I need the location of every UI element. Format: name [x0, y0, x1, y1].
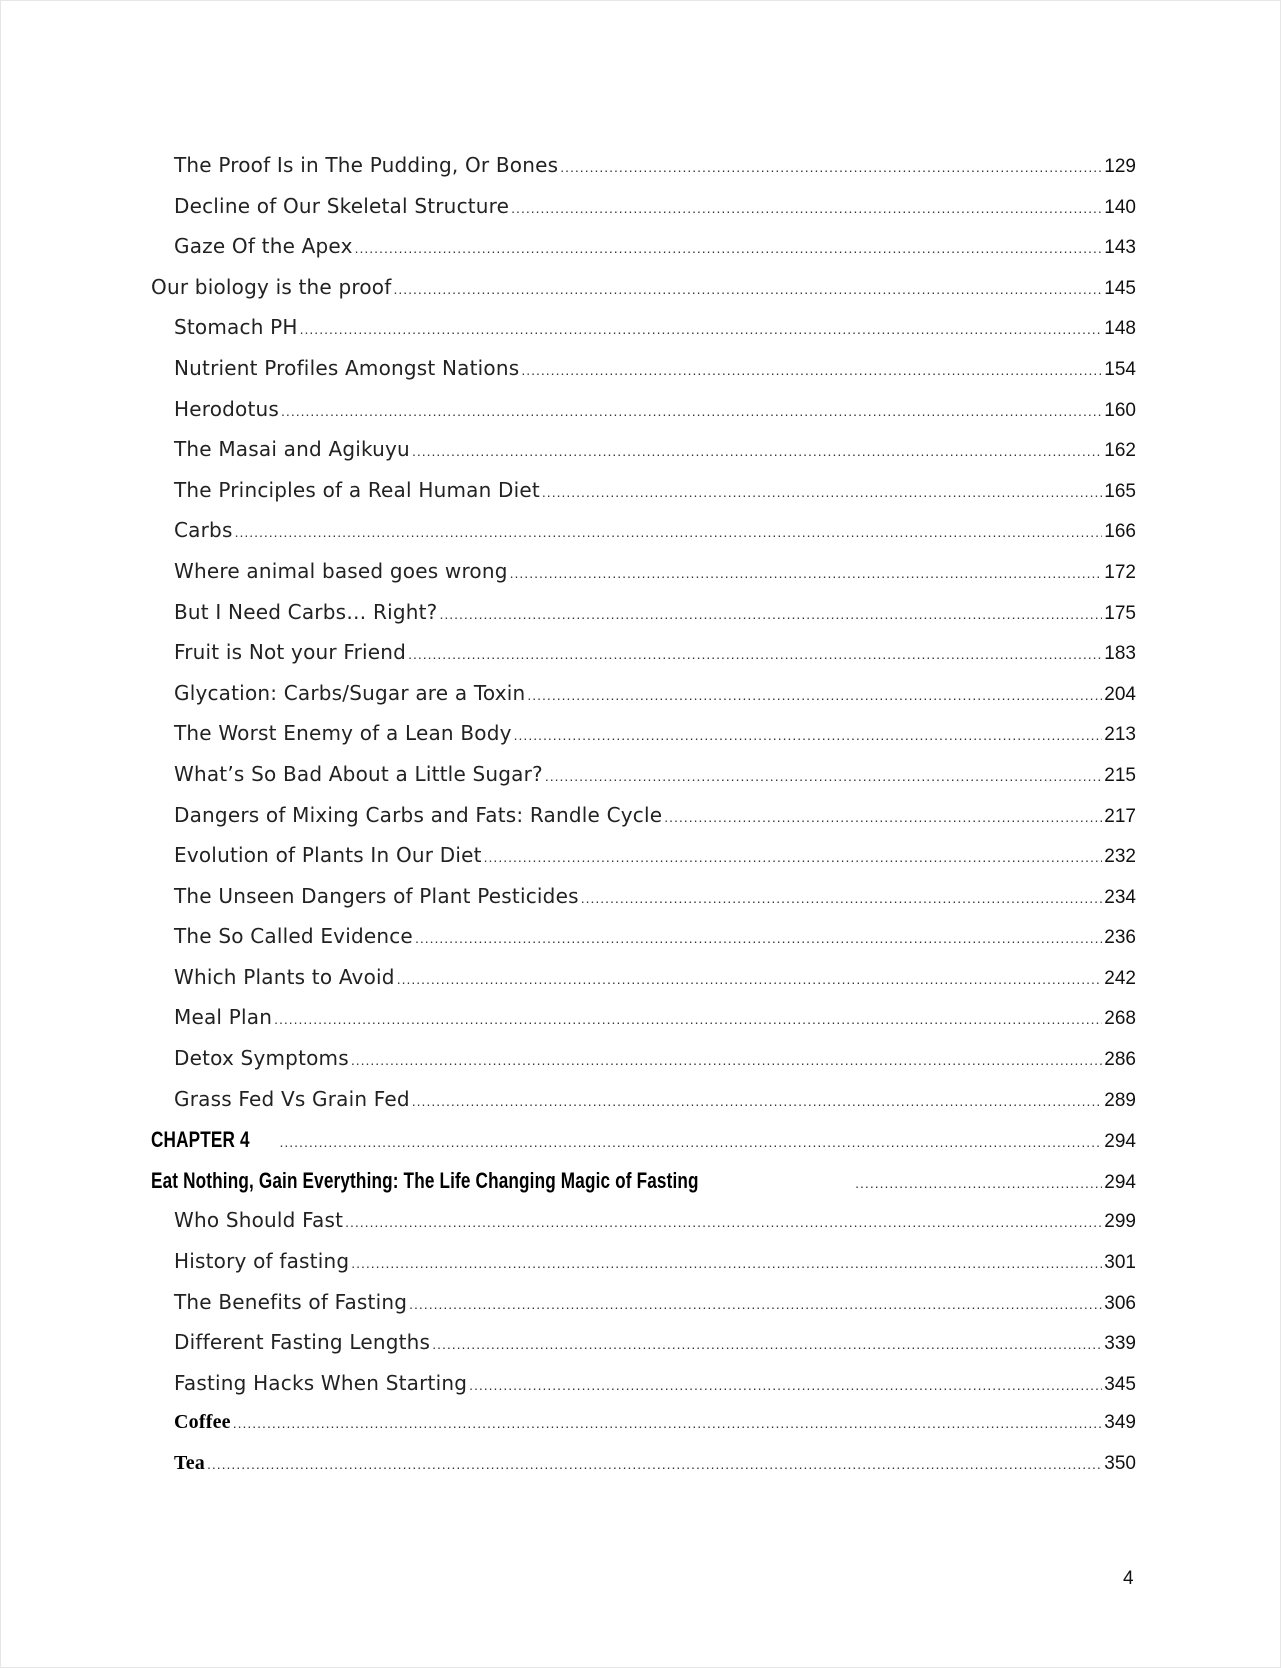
toc-entry-title: Tea — [174, 1452, 205, 1474]
toc-entry-title: Different Fasting Lengths — [174, 1330, 431, 1355]
toc-entry[interactable] — [151, 681, 1136, 722]
toc-entry[interactable] — [151, 397, 1136, 438]
dot-leader — [280, 1134, 1103, 1150]
toc-entry[interactable] — [151, 194, 1136, 235]
dot-leader — [355, 240, 1103, 256]
toc-entry-title: Detox Symptoms — [174, 1046, 349, 1071]
toc-entry-page: 183 — [1104, 643, 1136, 665]
toc-entry[interactable] — [151, 1330, 1136, 1371]
toc-entry-title: Evolution of Plants In Our Diet — [174, 843, 482, 868]
toc-entry-page: 294 — [1104, 1171, 1136, 1193]
toc-entry-title: Nutrient Profiles Amongst Nations — [174, 355, 520, 380]
dot-leader — [664, 809, 1102, 825]
toc-entry[interactable] — [151, 1168, 1136, 1209]
dot-leader — [581, 890, 1103, 906]
toc-entry[interactable] — [151, 1452, 1136, 1493]
table-of-contents — [151, 153, 1136, 1493]
toc-entry-page: 204 — [1104, 683, 1136, 705]
dot-leader — [207, 1456, 1102, 1472]
dot-leader — [351, 1052, 1102, 1068]
toc-entry[interactable] — [151, 1046, 1136, 1087]
toc-entry-title: But I Need Carbs… Right? — [174, 599, 438, 624]
toc-entry[interactable] — [151, 721, 1136, 762]
toc-entry-page: 148 — [1104, 318, 1136, 340]
dot-leader — [545, 768, 1102, 784]
toc-entry-page: 345 — [1104, 1373, 1136, 1395]
toc-entry-title: Coffee — [174, 1411, 231, 1434]
toc-entry-page: 162 — [1104, 440, 1136, 462]
toc-entry-title: Decline of Our Skeletal Structure — [174, 193, 510, 218]
toc-entry[interactable] — [151, 518, 1136, 559]
toc-entry-title: Gaze Of the Apex — [174, 234, 353, 259]
toc-entry-page: 217 — [1104, 805, 1136, 827]
toc-entry-page: 242 — [1104, 967, 1136, 989]
toc-entry-page: 232 — [1104, 846, 1136, 868]
toc-entry-title: Eat Nothing, Gain Everything: The Life Changing Magic of Fasting — [151, 1167, 699, 1193]
dot-leader — [412, 443, 1102, 459]
dot-leader — [542, 484, 1102, 500]
toc-entry-title: Carbs — [174, 518, 233, 543]
toc-entry-title: The Masai and Agikuyu — [174, 437, 410, 462]
toc-entry-title: The Worst Enemy of a Lean Body — [174, 721, 512, 746]
toc-entry-page: 172 — [1104, 561, 1136, 583]
toc-entry-page: 166 — [1104, 521, 1136, 543]
toc-entry[interactable] — [151, 1290, 1136, 1331]
toc-entry[interactable] — [151, 1005, 1136, 1046]
toc-entry-title: Herodotus — [174, 396, 280, 421]
toc-entry-title: Grass Fed Vs Grain Fed — [174, 1086, 410, 1111]
toc-entry-title: Stomach PH — [174, 315, 298, 340]
toc-entry-title: Dangers of Mixing Carbs and Fats: Randle Cycle — [174, 802, 663, 827]
toc-entry-page: 294 — [1104, 1131, 1136, 1153]
dot-leader — [560, 159, 1102, 175]
toc-entry-page: 350 — [1104, 1453, 1136, 1474]
toc-entry-page: 143 — [1104, 237, 1136, 259]
toc-entry-page: 306 — [1104, 1292, 1136, 1314]
dot-leader — [233, 1415, 1103, 1431]
toc-entry-page: 154 — [1104, 358, 1136, 380]
toc-entry-page: 349 — [1104, 1412, 1136, 1434]
dot-leader — [351, 1255, 1102, 1271]
toc-entry-page: 234 — [1104, 886, 1136, 908]
toc-entry-page: 236 — [1104, 927, 1136, 949]
dot-leader — [235, 524, 1103, 540]
toc-entry-title: Fruit is Not your Friend — [174, 640, 407, 665]
toc-entry[interactable] — [151, 559, 1136, 600]
toc-entry-page: 145 — [1104, 277, 1136, 299]
toc-entry-page: 286 — [1104, 1049, 1136, 1071]
toc-entry-page: 299 — [1104, 1211, 1136, 1233]
toc-entry[interactable] — [151, 762, 1136, 803]
dot-leader — [408, 646, 1102, 662]
dot-leader — [300, 321, 1103, 337]
page-number: 4 — [1123, 1568, 1134, 1589]
toc-entry[interactable] — [151, 356, 1136, 397]
dot-leader — [521, 362, 1102, 378]
toc-entry[interactable] — [151, 1371, 1136, 1412]
toc-entry-page: 268 — [1104, 1008, 1136, 1030]
dot-leader — [409, 1296, 1102, 1312]
dot-leader — [397, 971, 1103, 987]
toc-entry-page: 301 — [1104, 1252, 1136, 1274]
toc-entry-page: 215 — [1104, 764, 1136, 786]
toc-entry-page: 213 — [1104, 724, 1136, 746]
toc-entry-page: 339 — [1104, 1333, 1136, 1355]
toc-entry-title: Glycation: Carbs/Sugar are a Toxin — [174, 680, 526, 705]
toc-entry-title: The Principles of a Real Human Diet — [174, 477, 540, 502]
toc-entry[interactable] — [151, 843, 1136, 884]
toc-entry-page: 165 — [1104, 480, 1136, 502]
toc-entry[interactable] — [151, 600, 1136, 641]
toc-entry-title: The So Called Evidence — [174, 924, 413, 949]
dot-leader — [484, 849, 1103, 865]
toc-entry[interactable] — [151, 803, 1136, 844]
toc-entry[interactable] — [151, 924, 1136, 965]
dot-leader — [415, 930, 1102, 946]
toc-entry[interactable] — [151, 275, 1136, 316]
toc-entry-title: Who Should Fast — [174, 1208, 344, 1233]
toc-entry-title: The Unseen Dangers of Plant Pesticides — [174, 883, 579, 908]
toc-entry-page: 140 — [1104, 196, 1136, 218]
toc-entry[interactable] — [151, 315, 1136, 356]
dot-leader — [393, 281, 1102, 297]
dot-leader — [281, 403, 1102, 419]
toc-entry[interactable] — [151, 884, 1136, 925]
toc-entry-title: Where animal based goes wrong — [174, 558, 508, 583]
toc-entry-title: The Benefits of Fasting — [174, 1289, 408, 1314]
toc-entry-title: What’s So Bad About a Little Sugar? — [174, 761, 543, 786]
dot-leader — [274, 1011, 1102, 1027]
toc-entry[interactable] — [151, 640, 1136, 681]
toc-entry-title: History of fasting — [174, 1249, 350, 1274]
dot-leader — [469, 1377, 1102, 1393]
toc-entry-title: Fasting Hacks When Starting — [174, 1370, 468, 1395]
dot-leader — [514, 727, 1103, 743]
toc-entry-title: CHAPTER 4 — [151, 1127, 250, 1153]
toc-entry-title: The Proof Is in The Pudding, Or Bones — [174, 153, 559, 177]
dot-leader — [412, 1093, 1103, 1109]
dot-leader — [345, 1214, 1102, 1230]
dot-leader — [432, 1336, 1102, 1352]
toc-entry[interactable] — [151, 1411, 1136, 1452]
toc-entry[interactable] — [151, 1249, 1136, 1290]
toc-entry-title: Which Plants to Avoid — [174, 964, 395, 989]
toc-entry-page: 160 — [1104, 399, 1136, 421]
dot-leader — [855, 1175, 1102, 1191]
toc-entry[interactable] — [151, 1127, 1136, 1168]
toc-entry-page: 129 — [1104, 156, 1136, 177]
toc-entry[interactable] — [151, 1208, 1136, 1249]
toc-entry-page: 289 — [1104, 1089, 1136, 1111]
toc-entry[interactable] — [151, 1087, 1136, 1128]
dot-leader — [527, 687, 1102, 703]
toc-entry[interactable] — [151, 153, 1136, 194]
dot-leader — [510, 565, 1103, 581]
toc-entry[interactable] — [151, 965, 1136, 1006]
toc-entry-title: Meal Plan — [174, 1005, 273, 1030]
dot-leader — [439, 606, 1102, 622]
toc-entry[interactable] — [151, 437, 1136, 478]
dot-leader — [511, 200, 1102, 216]
toc-entry[interactable] — [151, 234, 1136, 275]
toc-entry[interactable] — [151, 478, 1136, 519]
toc-entry-page: 175 — [1104, 602, 1136, 624]
toc-entry-title: Our biology is the proof — [151, 274, 392, 299]
